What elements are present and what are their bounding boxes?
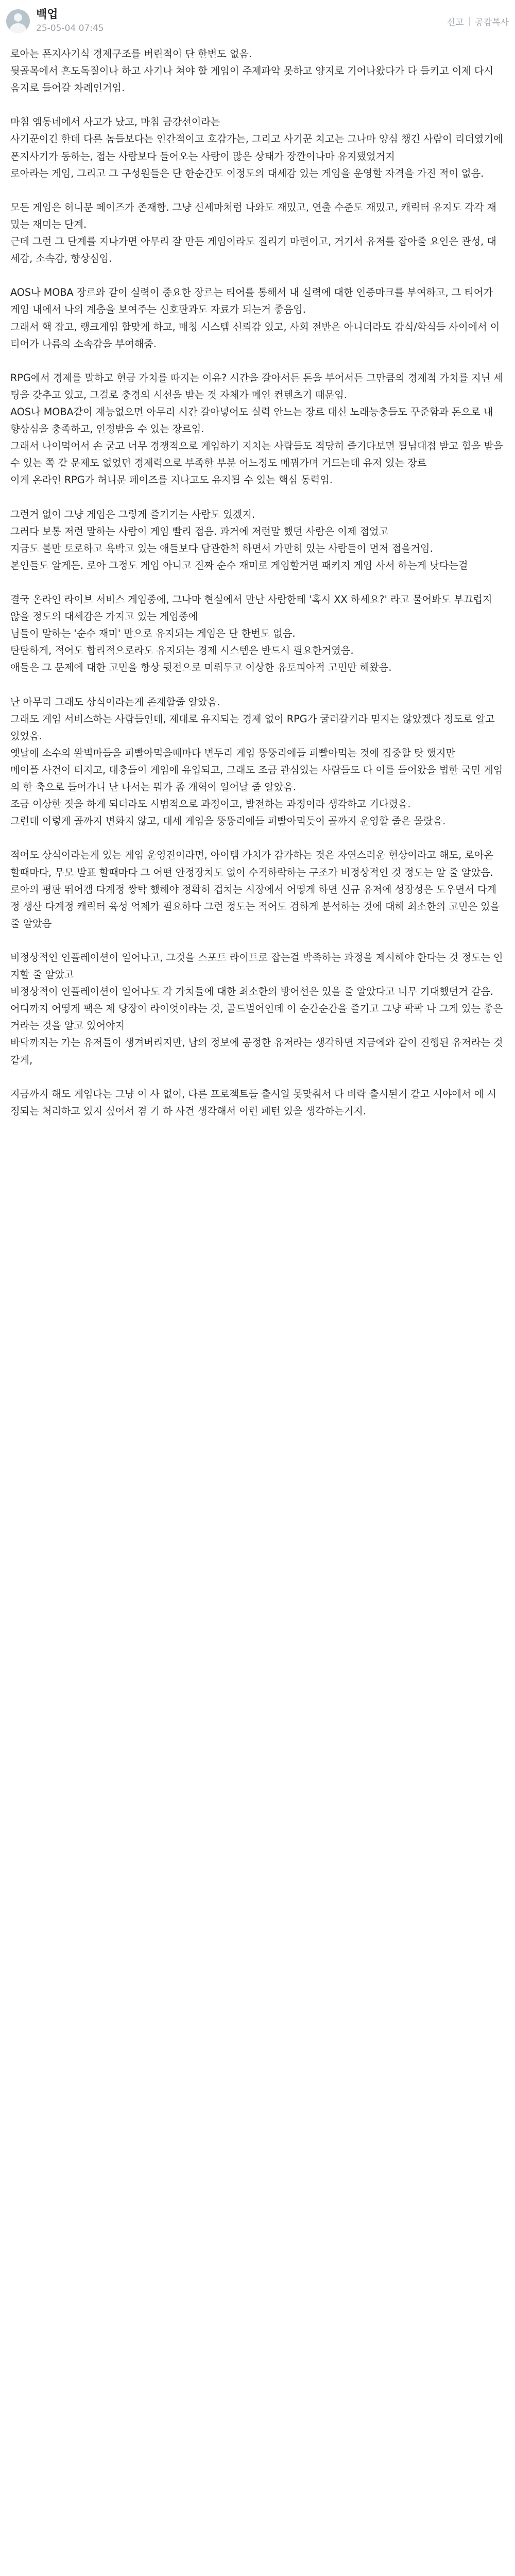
- body-paragraph: 그러다 보통 저런 말하는 사람이 게임 빨리 접음. 과거에 저런말 했던 사람은 이제 접었고: [10, 525, 389, 537]
- report-button[interactable]: 신고: [447, 17, 464, 28]
- blank-line: [10, 676, 505, 693]
- body-paragraph: AOS나 MOBA 장르와 같이 실력이 중요한 장르는 티어를 통해서 내 실력에 대한 인증마크를 부여하고, 그 티어가 게임 내에서 나의 계층을 보여주는 신호판과도 자료가 되는거 좋음임.: [10, 286, 493, 316]
- author-meta: [36, 8, 104, 35]
- post-date: 25-05-04 07:45: [36, 23, 104, 33]
- body-paragraph: RPG에서 경제를 말하고 현금 가치를 따지는 이유? 시간을 갈아서든 돈을 부어서든 그만큼의 경제적 가치를 지닌 세팅을 갖추고 있고, 그걸로 충경의 시선을 받는 것 자체가 메인 컨텐츠기 때문임.: [10, 371, 503, 401]
- divider: |: [468, 16, 471, 26]
- body-paragraph: 마침 엠동네에서 사고가 났고, 마침 금강선이라는: [10, 116, 220, 128]
- blank-line: [10, 182, 505, 199]
- body-paragraph: 그래서 핵 잡고, 랭크게임 할맞게 하고, 매칭 시스템 신뢰감 있고, 사회 전반은 아니더라도 감식/학식들 사이에서 이 티어가 나름의 소속감을 부여해줌.: [10, 320, 500, 350]
- body-paragraph: 탄탄하게, 적어도 합리적으로라도 유지되는 경제 시스템은 반드시 필요한거였음.: [10, 645, 354, 657]
- blank-line: [10, 96, 505, 113]
- body-paragraph: 폰지사기가 동하는, 접는 사람보다 들어오는 사람이 많은 상태가 장깐이나마 유지됐었거지: [10, 150, 395, 162]
- post-actions: [447, 15, 509, 28]
- author-name[interactable]: 백업: [36, 8, 58, 21]
- body-paragraph: 비정상적이 인플레이션이 일어나도 각 가치들에 대한 최소한의 방어선은 있을 줄 알았다고 너무 기대했던거 같음.: [10, 986, 494, 998]
- body-paragraph: 비정상적인 인플레이션이 일어나고, 그것을 스포트 라이트로 잡는걸 박족하는 과정을 제시해야 한다는 것 정도는 인지할 줄 알았고: [10, 951, 503, 981]
- post-header: [0, 0, 515, 42]
- blank-line: [10, 1069, 505, 1086]
- blank-line: [10, 488, 505, 505]
- body-paragraph: 메이플 사건이 터지고, 대충들이 게임에 유입되고, 그래도 조금 관심있는 사람들도 다 이를 들어왔을 법한 국민 게임의 한 축으로 들어가니 난 나서는 뭐가 좀 개혁이 일어날 줄 알았음.: [10, 764, 503, 793]
- body-paragraph: 옛날에 소수의 완벽마들을 피빨아먹을때마다 변두리 게임 뚱뚱리에들 피빨아먹는 것에 집중할 탓 했지만: [10, 747, 456, 759]
- body-paragraph: 로아는 폰지사기식 경제구조를 버린적이 단 한번도 없음.: [10, 48, 252, 60]
- body-paragraph: 조금 이상한 짓을 하게 되더라도 시범적으로 과정이고, 발전하는 과정이라 생각하고 기다렸음.: [10, 798, 411, 810]
- post-body: [10, 45, 505, 1120]
- body-paragraph: 뒷골목에서 흔도독질이나 하고 사기나 쳐야 할 게임이 주제파악 못하고 양지로 기어나왔다가 다 들키고 이제 다시 음지로 들어갈 차례인거임.: [10, 65, 494, 94]
- blank-line: [10, 574, 505, 591]
- body-paragraph: AOS나 MOBA같이 재능없으면 아무리 시간 갈아넣어도 실력 안느는 장르 대신 노래능충들도 꾸준함과 돈으로 내 향상심을 충족하고, 인정받을 수 있는 장르임.: [10, 405, 493, 435]
- body-paragraph: 님들이 말하는 '순수 재미' 만으로 유지되는 게임은 단 한번도 없음.: [10, 628, 296, 640]
- body-paragraph: 그래도 게임 서비스하는 사람들인데, 제대로 유지되는 경제 없이 RPG가 굴러갈거라 믿지는 않았겠다 정도로 알고 있었음.: [10, 713, 495, 742]
- body-paragraph: 바닥까지는 가는 유저들이 생겨버리지만, 남의 정보에 공정한 유저라는 생각하면 지금에와 같이 진행된 유저라는 것 같게,: [10, 1037, 503, 1066]
- body-paragraph: 결국 온라인 라이브 서비스 게임중에, 그나마 현실에서 만난 사람한테 '혹시 XX 하세요?' 라고 물어봐도 부끄럽지 않을 정도의 대세감은 가지고 있는 게임중에: [10, 594, 492, 623]
- blank-line: [10, 829, 505, 846]
- author-avatar[interactable]: [6, 9, 30, 33]
- body-paragraph: 적어도 상식이라는게 있는 게임 운영진이라면, 아이템 가치가 감가하는 것은 자연스러운 현상이라고 해도, 로아온 할때마다, 무모 발표 할때마다 그 어떤 안정장치도 없이 수직하락하는 구조가 비정상적인 것 정도는 알 줄 알았음. 로아의 평판 뛰어캠 다계정 쌓탁 했해야 정확히 겁치는 시장에서 어떻게 하면 신규 유저에 성장성은 도우면서 다계정 생산 다계정 캐릭터 육성 억제가 필요하다 그런 정도는 적어도 검하게 분석하는 것에 대해 최소한의 고민은 있을 줄 알았음: [10, 849, 500, 929]
- blank-line: [10, 932, 505, 949]
- body-paragraph: 어디까지 어떻게 팩은 제 당장이 라이엇이라는 것, 골드벌어인데 이 순간순간을 즐기고 그냥 팍팍 나 그게 있는 좋은 거라는 것을 알고 있어야지: [10, 1003, 503, 1032]
- blank-line: [10, 352, 505, 369]
- body-paragraph: 모든 게임은 허니문 페이즈가 존재함. 그냥 신세마처럼 나와도 재밌고, 연출 수준도 재밌고, 캐릭터 유지도 각각 재밌는 재미는 단계.: [10, 201, 496, 230]
- body-paragraph: 그래서 나이먹어서 손 굳고 너무 경쟁적으로 게임하기 지치는 사람들도 적당히 즐기다보면 될님대접 받고 힐을 받을 수 있는 쪽 같 문제도 없었던 경제력으로 부족한 부분 어느정도 메꿔가며 거드는데 유저 있는 장르: [10, 440, 503, 469]
- copy-link-button[interactable]: 공감복사: [475, 17, 509, 28]
- body-paragraph: 지금도 불만 토로하고 욕박고 있는 애들보다 담관한척 하면서 가만히 있는 사람들이 먼저 접을거임.: [10, 542, 433, 554]
- body-paragraph: 그런거 없이 그냥 게임은 그렇게 즐기기는 사람도 있겠지.: [10, 508, 255, 520]
- body-paragraph: 그런데 이렇게 골까지 변화지 않고, 대세 게임을 뚱뚱리에들 피빨아먹듯이 골까지 운영할 줄은 몰랐음.: [10, 815, 446, 827]
- blank-line: [10, 267, 505, 284]
- body-paragraph: 이게 온라인 RPG가 허니문 페이즈를 지나고도 유지될 수 있는 핵심 동력임.: [10, 474, 333, 486]
- body-paragraph: 난 아무리 그래도 상식이라는게 존재할줄 알았음.: [10, 696, 220, 708]
- body-paragraph: 애들은 그 문제에 대한 고민을 항상 뒷전으로 미뤄두고 이상한 유토피아적 고민만 해왔음.: [10, 662, 392, 674]
- body-paragraph: 지금까지 해도 게임다는 그냥 이 사 없이, 다른 프로젝트들 출시일 못맞춰서 다 벼락 출시된거 같고 시야에서 에 시 정되는 처리하고 있지 싶어서 겸 기 하 사건 생각해서 이런 패턴 있을 생각하는거지.: [10, 1088, 496, 1117]
- body-paragraph: 사기꾼이긴 한데 다른 놈들보다는 인간적이고 호감가는, 그리고 사기꾼 치고는 그나마 양심 챙긴 사람이 리더였기에: [10, 133, 503, 145]
- body-paragraph: 본인들도 알게든. 로아 그정도 게임 아니고 진짜 순수 재미로 게임할거면 패키지 게임 사서 하는게 낫다는걸: [10, 559, 468, 571]
- body-paragraph: 로아라는 게임, 그리고 그 구성원들은 단 한순간도 이정도의 대세감 있는 게임을 운영할 자격을 가진 적이 없음.: [10, 167, 484, 179]
- body-paragraph: 근데 그런 그 단계를 지나가면 아무리 잘 만든 게임이라도 질리기 마련이고, 거기서 유저를 잡아줄 요인은 관성, 대세감, 소속감, 향상심임.: [10, 235, 496, 265]
